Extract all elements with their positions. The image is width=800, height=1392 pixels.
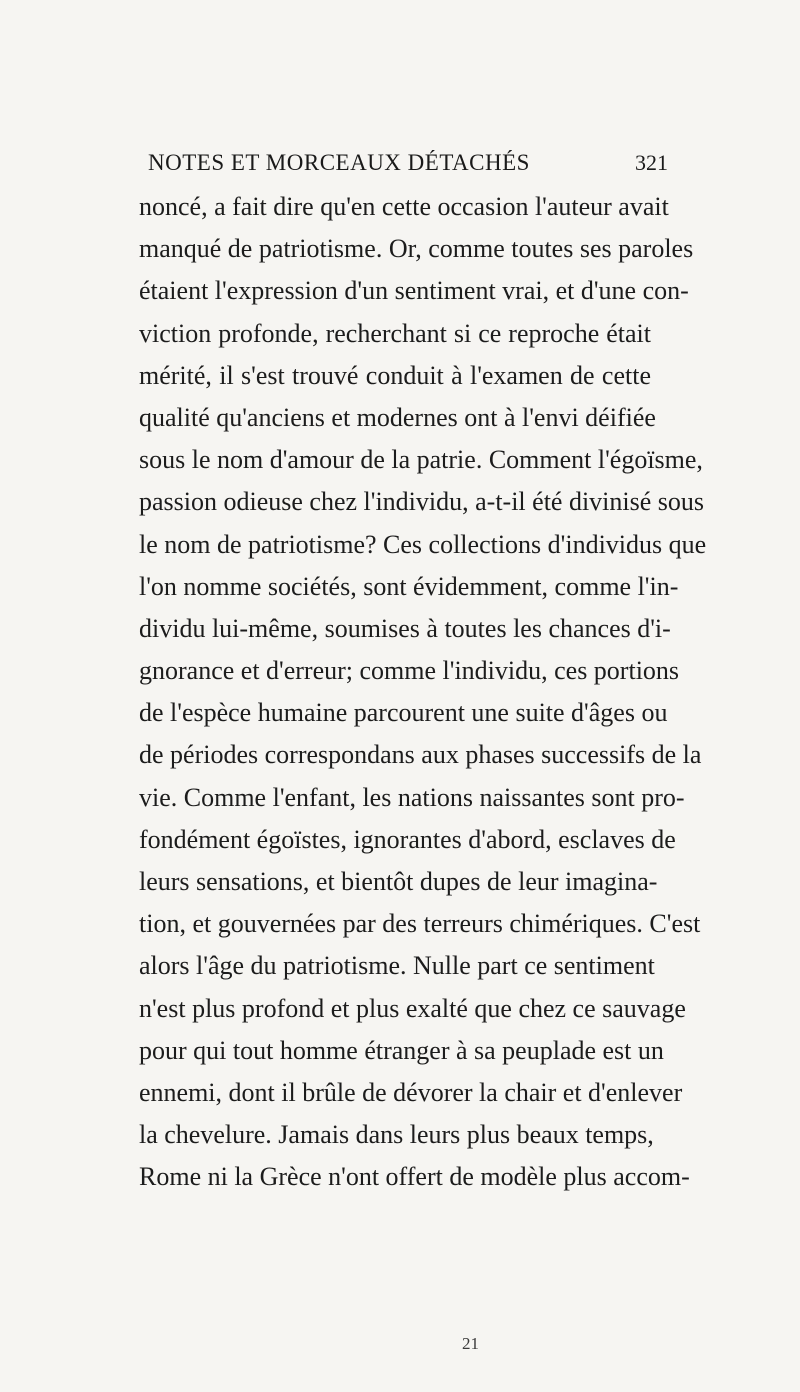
text-line: alors l'âge du patriotisme. Nulle part ce sentiment [139, 951, 655, 981]
signature-mark: 21 [462, 1334, 479, 1353]
text-line: passion odieuse chez l'individu, a-t-il été divinisé sous [139, 487, 705, 517]
text-line: ennemi, dont il brûle de dévorer la chair et d'enlever [139, 1077, 683, 1107]
text-line: la chevelure. Jamais dans leurs plus beaux temps, [139, 1120, 654, 1150]
text-line: leurs sensations, et bientôt dupes de leur imagina- [139, 867, 658, 896]
running-title: NOTES ET MORCEAUX DÉTACHÉS [148, 150, 530, 175]
text-line: dividu lui-même, soumises à toutes les chances d'i- [139, 613, 671, 643]
text-line: le nom de patriotisme? Ces collections d'individus que [139, 529, 707, 559]
text-line: mérité, il s'est trouvé conduit à l'examen de cette [139, 360, 651, 390]
text-line: étaient l'expression d'un sentiment vrai, et d'une con- [139, 276, 689, 306]
text-line: fondément égoïstes, ignorantes d'abord, esclaves de [139, 824, 676, 854]
text-line: Rome ni la Grèce n'ont offert de modèle plus accom- [139, 1162, 690, 1192]
text-line: pour qui tout homme étranger à sa peuplade est un [139, 1035, 664, 1065]
text-line: tion, et gouvernées par des terreurs chimériques. C'est [139, 909, 701, 939]
page-header [148, 150, 668, 190]
text-line: vie. Comme l'enfant, les nations naissantes sont pro- [139, 782, 685, 812]
text-line: manqué de patriotisme. Or, comme toutes ses paroles [139, 234, 694, 264]
text-line: viction profonde, recherchant si ce reproche était [139, 318, 651, 348]
text-line: l'on nomme sociétés, sont évidemment, comme l'in- [139, 571, 679, 601]
text-line: qualité qu'anciens et modernes ont à l'envi déifiée [139, 402, 656, 432]
text-line: noncé, a fait dire qu'en cette occasion l'auteur avait [139, 192, 669, 221]
text-line: de périodes correspondans aux phases successifs de la [139, 740, 702, 770]
text-line: n'est plus profond et plus exalté que chez ce sauvage [139, 993, 686, 1023]
text-line: de l'espèce humaine parcourent une suite d'âges ou [139, 698, 668, 728]
text-line: gnorance et d'erreur; comme l'individu, ces portions [139, 656, 680, 686]
page-number: 321 [635, 150, 668, 175]
text-line: sous le nom d'amour de la patrie. Comment l'égoïsme, [139, 445, 703, 475]
body-text [139, 186, 707, 1199]
